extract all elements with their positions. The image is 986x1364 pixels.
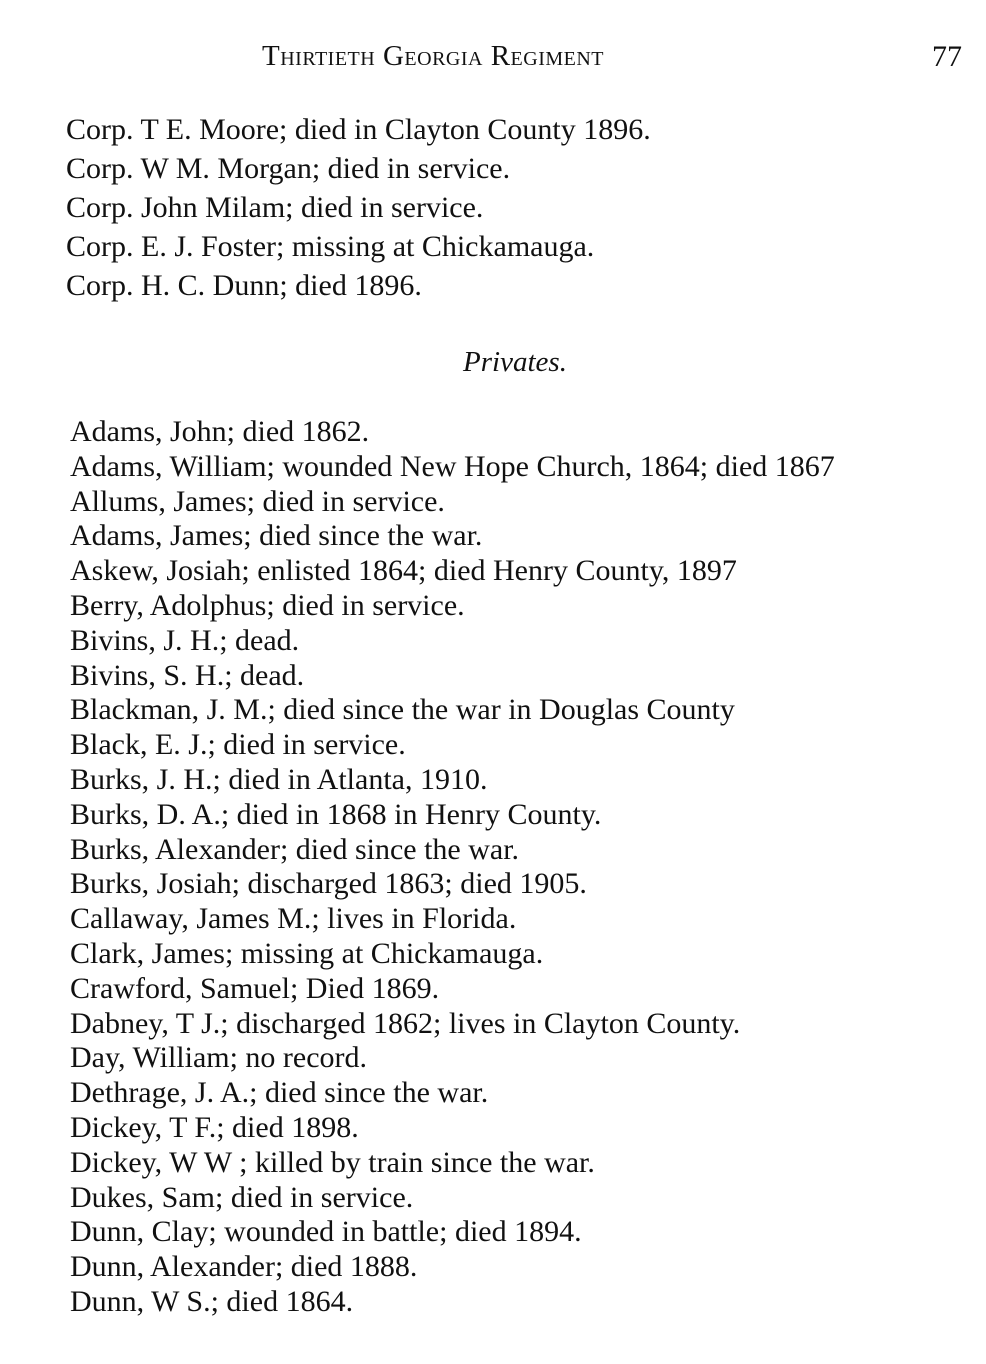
- list-item: Burks, J. H.; died in Atlanta, 1910.: [70, 762, 488, 796]
- list-item: Burks, D. A.; died in 1868 in Henry County.: [70, 797, 602, 831]
- list-item: Dethrage, J. A.; died since the war.: [70, 1076, 489, 1110]
- page-header: [262, 40, 962, 80]
- list-item: Burks, Josiah; discharged 1863; died 1905.: [70, 867, 587, 901]
- list-item: Bivins, S. H.; dead.: [70, 658, 305, 692]
- list-item: Dabney, T J.; discharged 1862; lives in Clayton County.: [70, 1006, 741, 1040]
- list-item: Black, E. J.; died in service.: [70, 728, 406, 762]
- running-title: Thirtieth Georgia Regiment: [262, 40, 605, 72]
- list-item: Adams, James; died since the war.: [70, 519, 483, 553]
- list-item: Corp. E. J. Foster; missing at Chickamauga.: [66, 230, 595, 263]
- list-item: Corp. John Milam; died in service.: [66, 191, 484, 224]
- list-item: Bivins, J. H.; dead.: [70, 623, 300, 657]
- privates-list: [70, 415, 965, 1320]
- list-item: Corp. H. C. Dunn; died 1896.: [66, 269, 422, 302]
- corporals-list: [66, 110, 966, 305]
- list-item: Dunn, W S.; died 1864.: [70, 1284, 354, 1318]
- page-number: 77: [932, 40, 962, 73]
- list-item: Dukes, Sam; died in service.: [70, 1180, 414, 1214]
- list-item: Dunn, Alexander; died 1888.: [70, 1250, 418, 1284]
- list-item: Crawford, Samuel; Died 1869.: [70, 971, 440, 1005]
- list-item: Askew, Josiah; enlisted 1864; died Henry County, 1897: [70, 554, 737, 588]
- list-item: Dickey, T F.; died 1898.: [70, 1110, 359, 1144]
- list-item: Allums, James; died in service.: [70, 484, 445, 518]
- list-item: Clark, James; missing at Chickamauga.: [70, 936, 544, 970]
- list-item: Dunn, Clay; wounded in battle; died 1894.: [70, 1215, 582, 1249]
- list-item: Callaway, James M.; lives in Florida.: [70, 902, 517, 936]
- list-item: Burks, Alexander; died since the war.: [70, 832, 520, 866]
- list-item: Adams, John; died 1862.: [70, 415, 370, 448]
- section-heading: Privates.: [463, 346, 567, 378]
- list-item: Adams, William; wounded New Hope Church, 1864; died 1867: [70, 449, 835, 483]
- list-item: Corp. W M. Morgan; died in service.: [66, 152, 511, 185]
- list-item: Berry, Adolphus; died in service.: [70, 588, 465, 622]
- list-item: Corp. T E. Moore; died in Clayton County 1896.: [66, 113, 651, 146]
- list-item: Dickey, W W ; killed by train since the war.: [70, 1145, 595, 1179]
- list-item: Blackman, J. M.; died since the war in Douglas County: [70, 693, 735, 727]
- list-item: Day, William; no record.: [70, 1041, 368, 1075]
